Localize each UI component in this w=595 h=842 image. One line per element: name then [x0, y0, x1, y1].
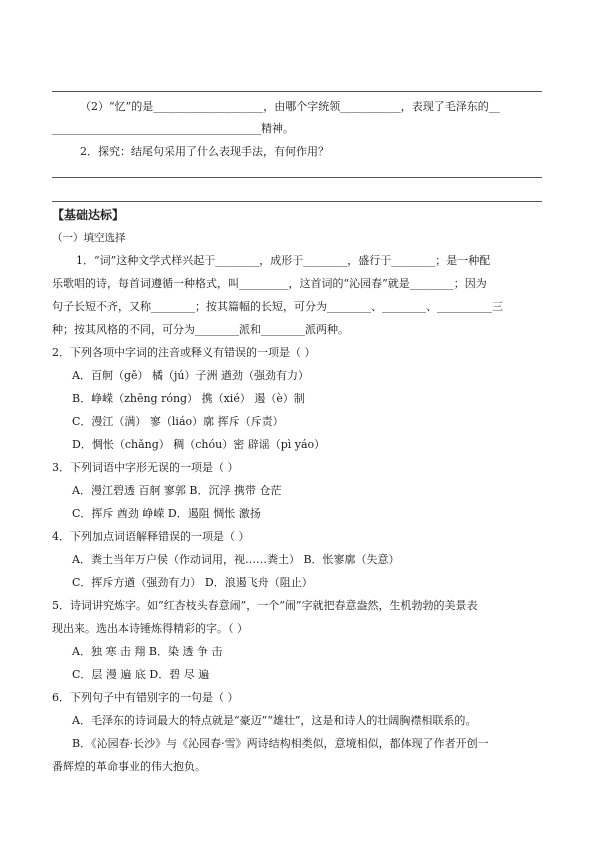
question-title: 5．诗词讲究炼字。如“红杏枝头春意闹”，一个“闹”字就把春意盎然，生机勃勃的美景表 — [52, 599, 478, 612]
question-line: ______________________________________精神。 — [52, 122, 294, 135]
option-line: C．挥斥 酋劲 峥嵘 D．遏阻 惆怅 激扬 — [72, 507, 261, 520]
answer-rule — [52, 91, 542, 92]
question-line: 2．探究：结尾句采用了什么表现手法，有何作用？ — [80, 145, 329, 158]
option-line: A．独 寒 击 翔 B．染 透 争 击 — [72, 645, 223, 658]
question-title: 3．下列词语中字形无误的一项是（ ） — [52, 461, 239, 474]
option-line: B．《沁园春·长沙》与《沁园春·雪》两诗结构相类似，意境相似，都体现了作者开创一 — [72, 737, 489, 750]
question-line: （2）“忆”的是____________________，由哪个字统领___________，表现了毛泽东的__ — [80, 100, 500, 113]
option-line: D．惆怅（chǎng） 稠（chóu）密 辟谣（pì yáo） — [72, 438, 326, 451]
question-title: 2．下列各项中字词的注音或释义有错误的一项是（ ） — [52, 346, 316, 359]
answer-rule — [52, 201, 542, 202]
fill-blank-line: 乐歌唱的诗，每首词遵循一种格式，叫_________，这首词的“沁园春”就是________；因为 — [52, 277, 487, 290]
question-title: 6．下列句子中有错别字的一句是（ ） — [52, 691, 239, 704]
question-title: 4．下列加点词语解释错误的一项是（ ） — [52, 530, 250, 543]
question-title: 现出来。选出本诗锤炼得精彩的字。（ ） — [52, 622, 248, 635]
option-line: A．百舸（gě） 橘（jú）子洲 遒劲（强劲有力） — [72, 369, 309, 382]
option-line: A．毛泽东的诗词最大的特点就是“豪迈”“雄壮”，这是和诗人的壮阔胸襟相联系的。 — [72, 714, 477, 727]
fill-blank-line: 种；按其风格的不同，可分为________派和________派两种。 — [52, 323, 349, 336]
option-line: A．漫江碧透 百舸 寥郭 B．沉浮 携带 仓茫 — [72, 484, 282, 497]
section-heading: 【基础达标】 — [52, 208, 125, 222]
option-line: C．挥斥方遒（强劲有力） D．浪遏飞舟（阻止） — [72, 576, 313, 589]
subsection-title: （一）填空选择 — [52, 232, 126, 244]
option-line: 番辉煌的革命事业的伟大抱负。 — [52, 760, 206, 773]
option-line: A．粪土当年万户侯（作动词用，视……粪土） B．怅寥廓（失意） — [72, 553, 400, 566]
option-line: C．层 漫 遍 底 D．碧 尽 遍 — [72, 668, 210, 681]
answer-rule — [52, 177, 542, 178]
fill-blank-line: 1．“词”这种文学式样兴起于________，成形于________，盛行于________；是一种配 — [76, 254, 491, 267]
fill-blank-line: 句子长短不齐，又称________；按其篇幅的长短，可分为________、________、__________三 — [52, 300, 503, 313]
option-line: C．漫江（满） 寥（liáo）廓 挥斥（斥责） — [72, 415, 284, 428]
option-line: B．峥嵘（zhēng róng） 携（xié） 遏（è）制 — [72, 392, 305, 405]
